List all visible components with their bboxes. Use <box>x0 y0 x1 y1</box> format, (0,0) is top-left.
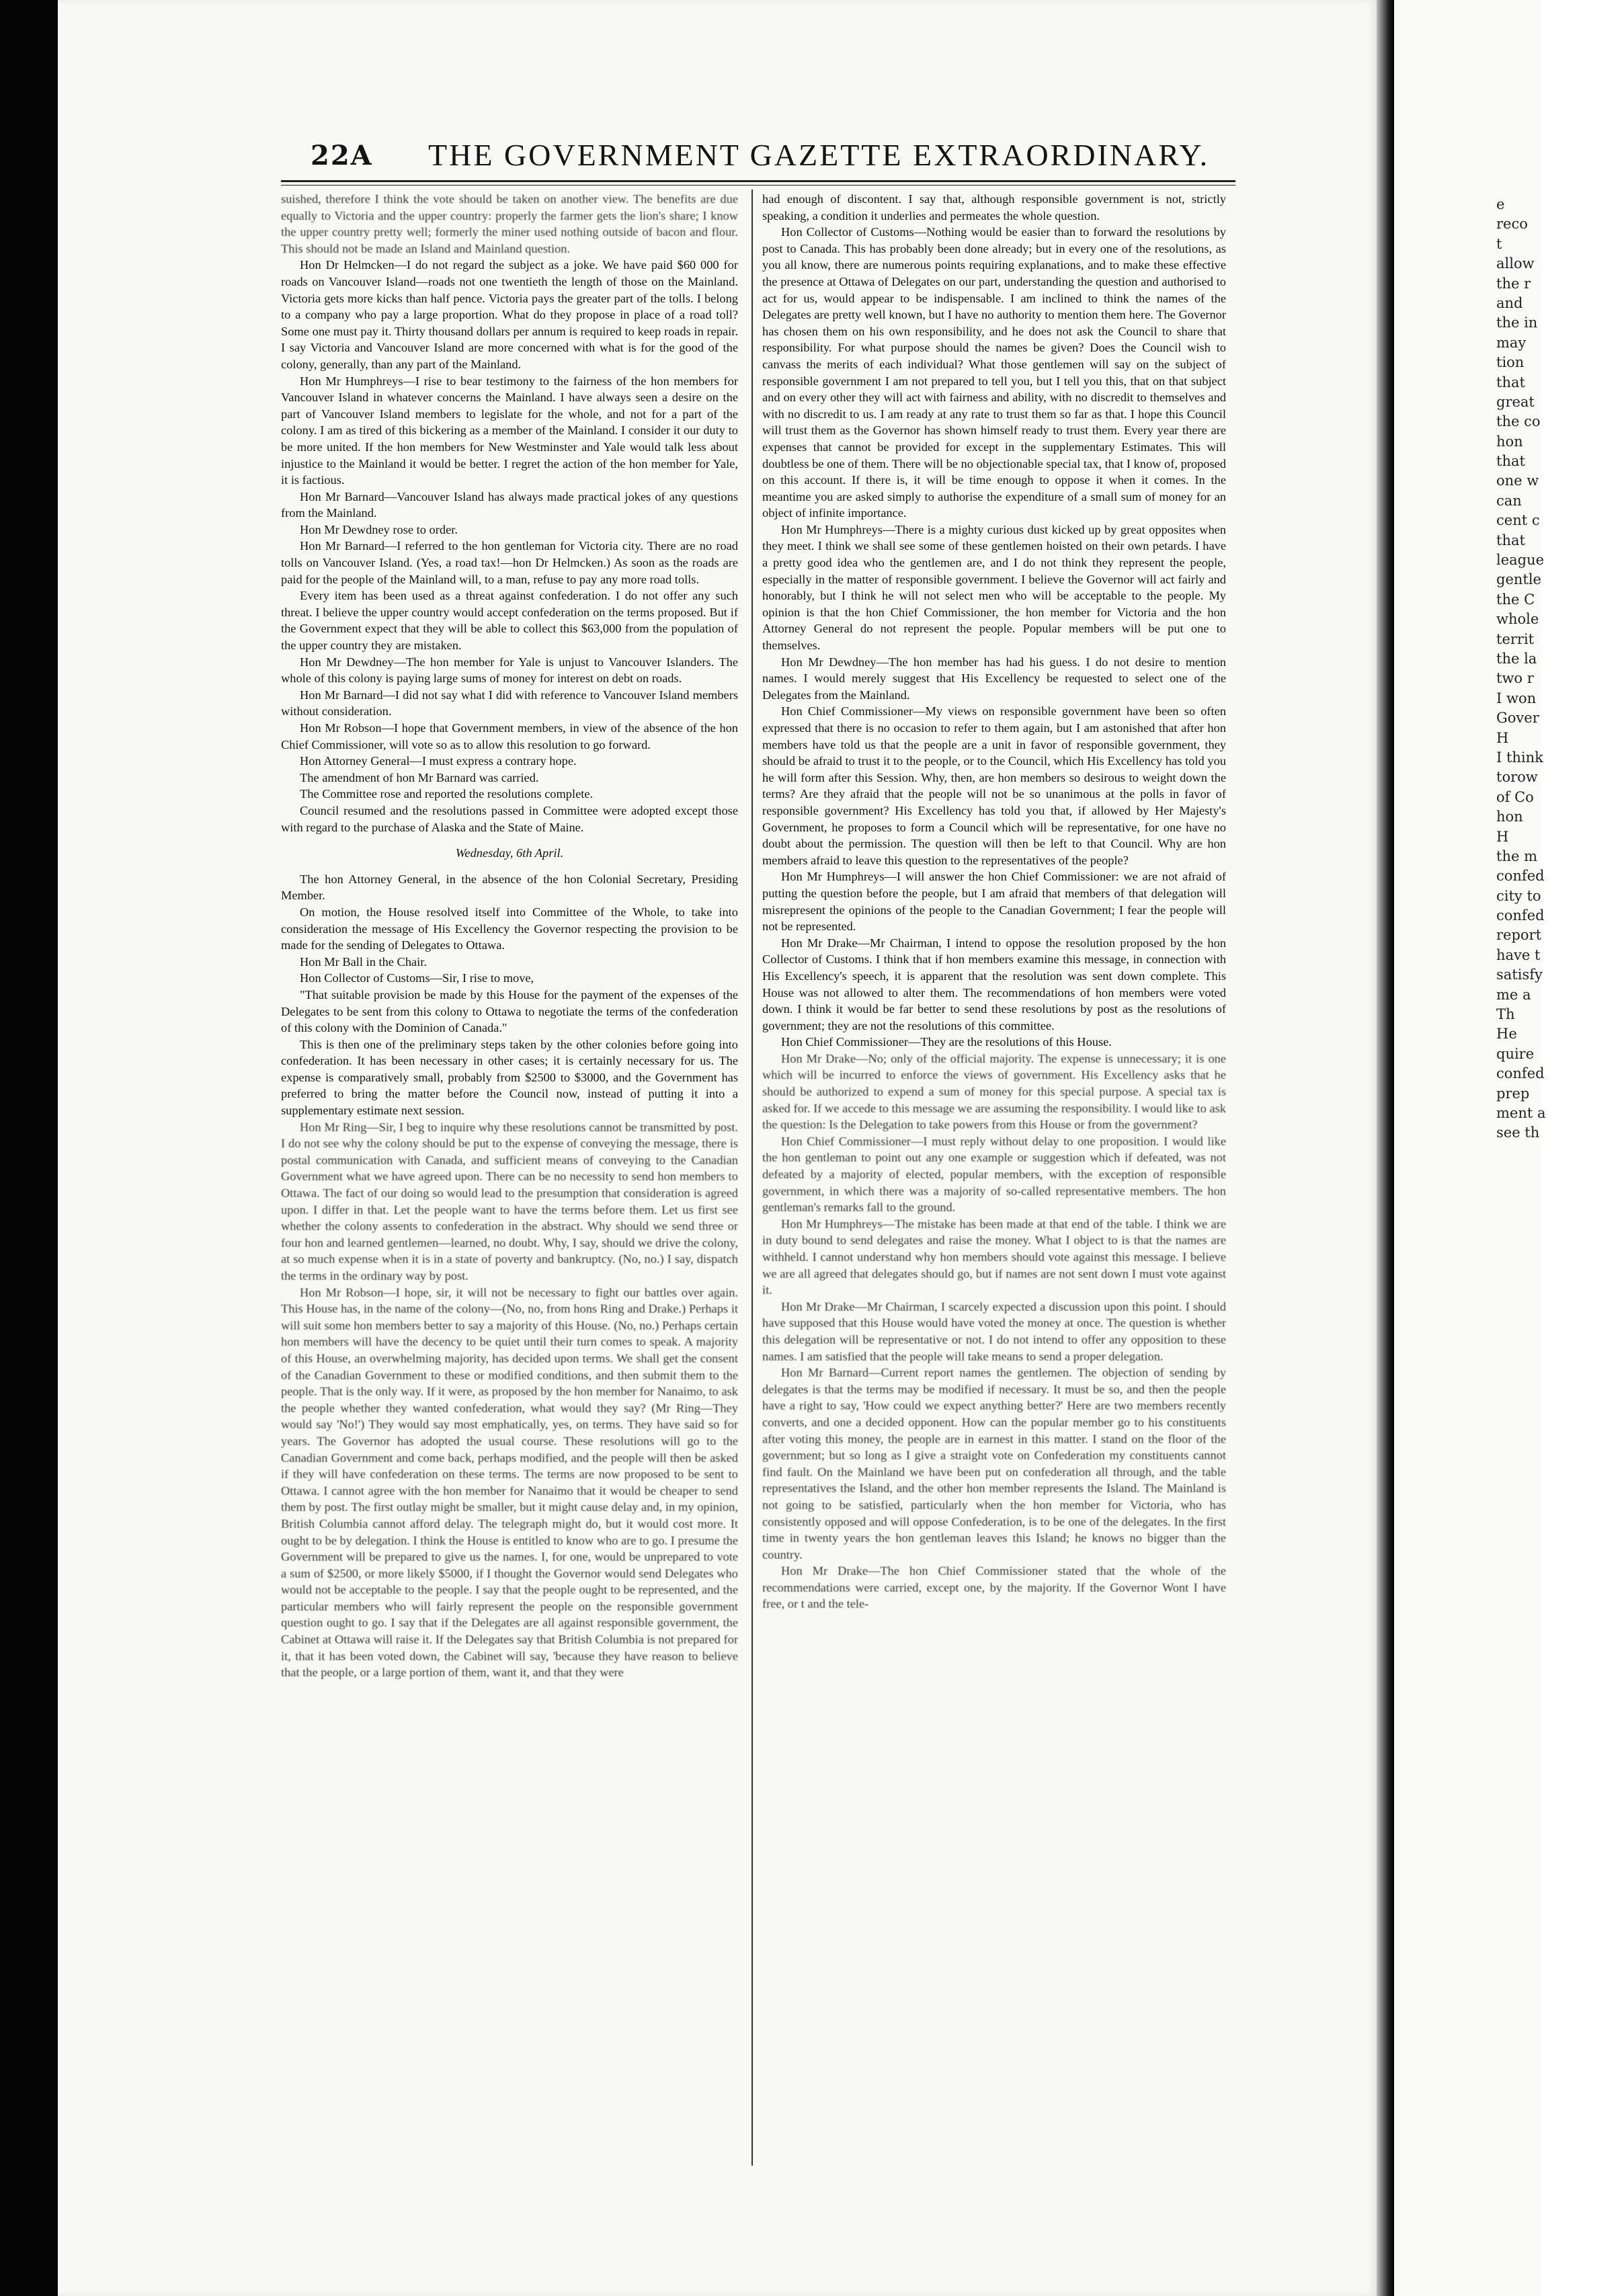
right-column <box>762 191 1226 1612</box>
facing-page-line: that <box>1496 374 1525 391</box>
paragraph: Hon Mr Dewdney—The hon member for Yale is unjust to Vancouver Islanders. The whole of this colony is paying large sums of money for interest on debt on roads. <box>281 655 738 686</box>
paragraph: Hon Mr Barnard—I referred to the hon gentleman for Victoria city. There are no road tolls on Vancouver Island. (Yes, a road tax!—hon Dr Helmcken.) As soon as the roads are paid for the people of the Mainland will, to a man, refuse to pay any more road tolls. <box>281 539 738 586</box>
paragraph: Hon Chief Commissioner—They are the resolutions of this House. <box>781 1035 1112 1049</box>
column-divider <box>752 190 753 2166</box>
facing-page-line: confed <box>1496 868 1545 885</box>
paragraph: suished, therefore I think the vote should be taken on another view. The benefits are due equally to Victoria and the upper country: properly the farmer gets the lion's share; I know the upper country pretty well; formerly the miner used nothing outside of bacon and flour. This should not be made an Island and Mainland question. <box>281 192 738 255</box>
facing-page-line: satisfy <box>1496 967 1543 983</box>
page-header <box>311 134 1210 177</box>
facing-page-line: I think <box>1496 749 1543 766</box>
paragraph: Hon Mr Humphreys—There is a mighty curious dust kicked up by great opposites when they meet. I think we shall see some of these gentlemen hoisted on their own petards. I have a pretty good idea who the gentlemen are, and I do not think they represent the people, especially in the matter of responsible government. I believe the Governor will act fairly and honorably, but I think he will not select men who will be acceptable to the people. My opinion is that the hon Chief Commissioner, the hon member for Victoria and the hon Attorney General do not represent the people. Popular members will be put one to themselves. <box>762 522 1226 653</box>
paragraph: Hon Mr Dewdney rose to order. <box>300 522 458 536</box>
facing-page-line: two r <box>1496 670 1534 687</box>
facing-page-line: cent c <box>1496 512 1540 529</box>
facing-page-line: have t <box>1496 946 1541 963</box>
paragraph: Hon Mr Drake—Mr Chairman, I scarcely expected a discussion upon this point. I should have supposed that this House would have voted the money at once. The question is whether this delegation will be representative or not. I do not intend to offer any opposition to these names. I am satisfied that the people will take means to send a proper delegation. <box>762 1299 1226 1363</box>
paragraph: On motion, the House resolved itself into Committee of the Whole, to take into consideration the message of His Excellency the Governor respecting the provision to be made for the sending of Delegates to Ottawa. <box>281 905 738 952</box>
paragraph: Hon Collector of Customs—Sir, I rise to move, <box>300 971 534 985</box>
facing-page-line: allow <box>1496 255 1535 272</box>
facing-page-line: that <box>1496 532 1525 548</box>
left-black-border <box>0 0 58 2296</box>
paragraph: Hon Mr Barnard—Vancouver Island has always made practical jokes of any questions from the Mainland. <box>281 489 738 520</box>
paragraph: Hon Dr Helmcken—I do not regard the subject as a joke. We have paid $60 000 for roads on Vancouver Island—roads not one twentieth the length of those on the Mainland. Victoria gets more kicks than half pence. Victoria pays the greater part of the tolls. I belong to a company who pay a large proportion. What do they propose in place of a road toll? Some one must pay it. Thirty thousand dollars per annum is required to keep roads in repair. I say Victoria and Vancouver Island are more concerned with what is for the good of the colony, generally, than any part of the Mainland. <box>281 258 738 371</box>
facing-page-line: me a <box>1496 986 1531 1003</box>
facing-page-line: confed <box>1496 1065 1545 1082</box>
header-rule-thin <box>281 185 1235 186</box>
facing-page-line: the C <box>1496 591 1535 608</box>
newspaper-title: THE GOVERNMENT GAZETTE EXTRAORDINARY. <box>428 138 1210 172</box>
paragraph: The amendment of hon Mr Barnard was carried. <box>300 770 539 784</box>
facing-page-line: report <box>1496 927 1542 944</box>
facing-page-line: H <box>1496 729 1509 746</box>
facing-page-line: reco <box>1496 216 1528 233</box>
facing-page-line: gentle <box>1496 571 1541 588</box>
facing-page-line: e <box>1496 196 1505 212</box>
facing-page-line: may <box>1496 334 1527 351</box>
paragraph: Hon Mr Drake—Mr Chairman, I intend to oppose the resolution proposed by the hon Collector of Customs. I think that if hon members examine this message, in connection with His Excellency's speech, it is apparent that the resolution was sent down complete. This House was not allowed to alter them. The recommendations of hon members were voted down. I think it would be far better to send these resolutions by post as the resolutions of government; they are not the resolutions of this committee. <box>762 936 1226 1032</box>
facing-page-line: the in <box>1496 315 1538 331</box>
facing-page-line: of Co <box>1496 788 1534 805</box>
facing-page-line: quire <box>1496 1045 1535 1062</box>
facing-page-line: t <box>1496 235 1502 252</box>
date-heading: Wednesday, 6th April. <box>455 846 564 860</box>
facing-page-line: H <box>1496 828 1509 845</box>
facing-page-line: confed <box>1496 907 1545 924</box>
paragraph: Hon Mr Dewdney—The hon member has had his guess. I do not desire to mention names. I would merely suggest that His Excellency be requested to select one of the Delegates from the Mainland. <box>762 655 1226 702</box>
paragraph: Hon Mr Ring—Sir, I beg to inquire why these resolutions cannot be transmitted by post. I do not see why the colony should be put to the expense of conveying the message, there is postal communication with Canada, and sufficient means of conveying to the Canadian Government what we have agreed upon. There can be no necessity to send hon members to Ottawa. The fact of our doing so would lead to the presumption that consideration is agreed upon. I differ in that. Let the people want to have the terms before them. Let us first see whether the colony assents to confederation in the abstract. Why should we send three or four hon and learned gentlemen—learned, no doubt. Why, I say, should we drive the colony, at so much expense when it is in a state of poverty and bankruptcy. (No, no.) I say, dispatch the terms in the ordinary way by post. <box>281 1120 738 1282</box>
facing-page-line: prep <box>1496 1085 1530 1102</box>
facing-page-line: that <box>1496 453 1525 470</box>
facing-page-line: see th <box>1496 1124 1540 1141</box>
paragraph: Hon Chief Commissioner—I must reply without delay to one proposition. I would like the hon gentleman to point out any one example or suggestion which if defeated, was not defeated by a majority of elected, popular members, with the exception of responsible government, in which there was a majority of so-called representative members. The hon gentleman's remarks fall to the ground. <box>762 1134 1226 1215</box>
facing-page-line: Th <box>1496 1006 1515 1023</box>
paragraph: Hon Attorney General—I must express a contrary hope. <box>300 754 577 768</box>
facing-page-line: great <box>1496 393 1535 410</box>
facing-page-line: torow <box>1496 769 1538 786</box>
paragraph: Hon Chief Commissioner—My views on responsible government have been so often expressed that there is no occasion to refer to them again, but I am astonished that after hon members have told us that the people are a unit in favor of responsible government, they should be afraid to trust it to the people, or to the Council, which His Excellency has told you he will form after this Session. Why, then, are hon members so desirous to weight down the terms? Are they afraid that the people will not be so unanimous at the polls in favor of responsible government? His Excellency has told you that, if allowed by Her Majesty's Government, he proposes to form a Council which will be representative, for one have no doubt about the permission. The question will then be left to that Council. Why are hon members afraid to leave this question to the representatives of the people? <box>762 704 1226 867</box>
facing-page-text <box>1496 195 1624 1143</box>
facing-page-line: He <box>1496 1026 1517 1042</box>
facing-page-line: one w <box>1496 473 1539 489</box>
paragraph: Hon Mr Drake—The hon Chief Commissioner stated that the whole of the recommendations were carried, except one, by the majority. If the Governor Wont I have free, or t and the tele- <box>762 1564 1226 1611</box>
paragraph: Hon Mr Robson—I hope, sir, it will not be necessary to fight our battles over again. This House has, in the name of the colony—(No, no, from hons Ring and Drake.) Perhaps it will suit some hon members better to say a majority of this House. (No, no.) Perhaps certain hon members will have the decency to be quiet until their turn comes to speak. A majority of this House, an overwhelming majority, has decided upon terms. We shall get the consent of the Canadian Government to these or modified conditions, and then submit them to the people. That is the only way. If it were, as proposed by the hon member for Nanaimo, to ask the people whether they wanted confederation, what would they say? (Mr Ring—They would say 'No!') They would say most emphatically, yes, on terms. They have said so for years. The Governor has adopted the usual course. These resolutions will go to the Canadian Government and come back, perhaps modified, and the people will then be asked if they will have confederation on these terms. The terms are now proposed to be sent to Ottawa. I cannot agree with the hon member for Nanaimo that it would be cheaper to send them by post. The first outlay might be smaller, but it might cause delay and, in my opinion, British Columbia cannot afford delay. The telegraph might do, but it would cost more. It ought to be by delegation. I think the House is entitled to know who are to go. I presume the Government will be prepared to give us the names. I, for one, would be unprepared to vote a sum of $2500, or more likely $5000, if I thought the Governor would send Delegates who would not be acceptable to the people. I say that the people ought to be represented, and the particular members who will fairly represent the people on the responsible government question ought to go. I say that if the Delegates are all against responsible government, the Cabinet at Ottawa will raise it. If the Delegates say that British Columbia is not prepared for it, that it has been voted down, the Cabinet will say, 'because they have reason to believe that the people, or a large portion of them, want it, and that they were <box>281 1285 738 1680</box>
facing-page-line: tion <box>1496 354 1525 371</box>
facing-page-line: the la <box>1496 650 1537 667</box>
paragraph: Hon Mr Drake—No; only of the official majority. The expense is unnecessary; it is one which will be incurred to enforce the views of government. His Excellency asks that he should be authorized to expend a sum of money for this special purpose. A special tax is asked for. If we accede to this message we are assuming the responsibility. I would like to ask the question: Is the Delegation to take powers from this House or from the government? <box>762 1051 1226 1132</box>
facing-page-line: hon <box>1496 809 1523 825</box>
facing-page-line: I won <box>1496 690 1537 706</box>
paragraph: had enough of discontent. I say that, although responsible government is not, strictly speaking, a condition it underlies and permeates the whole question. <box>762 192 1226 222</box>
paragraph: "That suitable provision be made by this House for the payment of the expenses of the Delegates to be sent from this colony to Ottawa to negotiate the terms of the confederation of this colony with the Dominion of Canada." <box>281 987 738 1035</box>
facing-page-line: the co <box>1496 413 1541 430</box>
paragraph: The hon Attorney General, in the absence of the hon Colonial Secretary, Presiding Member. <box>281 872 738 903</box>
left-column <box>281 191 738 1681</box>
facing-page-line: the m <box>1496 848 1537 864</box>
facing-page <box>1394 0 1546 2296</box>
paragraph: The Committee rose and reported the resolutions complete. <box>300 787 594 801</box>
paragraph: Hon Mr Humphreys—I will answer the hon Chief Commissioner: we are not afraid of putting the question before the people, but I am afraid that members of that delegation will misrepresent the opinions of the people to the Canadian Government; I fear the people will not be represented. <box>762 870 1226 934</box>
book-gutter <box>1377 0 1394 2296</box>
paragraph: This is then one of the preliminary steps taken by the other colonies before going into confederation. It has been necessary in other cases; it is certainly necessary for us. The expense is comparatively small, probably from $2500 to $3000, and the Government has preferred to bring the matter before the Council now, instead of putting it into a supplementary estimate next session. <box>281 1037 738 1118</box>
facing-page-line: the r <box>1496 275 1531 292</box>
paragraph: Hon Mr Ball in the Chair. <box>300 954 427 969</box>
paragraph: Hon Mr Humphreys—The mistake has been made at that end of the table. I think we are in duty bound to send delegates and raise the money. What I object to is that the names are withheld. I cannot understand why hon members should vote against this message. I believe we are all agreed that delegates should go, but if names are not sent down I must vote against it. <box>762 1217 1226 1297</box>
paragraph: Every item has been used as a threat against confederation. I do not offer any such threat. I believe the upper country would accept confederation on the terms proposed. But if the Government expect that they will be able to collect this $63,000 from the population of the upper country they are mistaken. <box>281 589 738 653</box>
paragraph: Council resumed and the resolutions passed in Committee were adopted except those with regard to the purchase of Alaska and the State of Maine. <box>281 803 738 834</box>
facing-page-line: ment a <box>1496 1104 1546 1121</box>
paragraph: Hon Mr Robson—I hope that Government members, in view of the absence of the hon Chief Commissioner, will vote so as to allow this resolution to go forward. <box>281 721 738 751</box>
paragraph: Hon Mr Barnard—I did not say what I did with reference to Vancouver Island members without consideration. <box>281 688 738 719</box>
paragraph: Hon Collector of Customs—Nothing would be easier than to forward the resolutions by post to Canada. This has probably been done already; but in every one of the resolutions, as you all know, there are numerous points requiring explanations, and to make these effective the presence at Ottawa of Delegates on our part, understanding the question and authorised to act for us, would appear to be indispensable. I am inclined to think the names of the Delegates are pretty well known, but I have no authority to mention them here. The Governor has chosen them on his own responsibility, and he does not ask the Council to share that responsibility. For what purpose should the names be given? Does the Council wish to canvass the merits of each individual? What those gentlemen will say on the subject of responsible government I am not prepared to tell you, but I tell you this, that on that subject and on every other they will act with fairness and ability, with no discredit to themselves and with no discredit to us. I am ready at any rate to trust them so far as that. I hope this Council will trust them as the Governor has shown himself ready to trust them. Every year there are expenses that cannot be provided for except in the supplementary Estimates. This will doubtless be one of them. There will be no objectionable special tax, that I know of, proposed on this account. If there is, it will be time enough to oppose it when it comes. In the meantime you are asked simply to authorise the expenditure of a small sum of money for an object of infinite importance. <box>762 225 1226 520</box>
header-rule <box>281 180 1235 182</box>
facing-page-line: hon <box>1496 433 1523 450</box>
facing-page-line: territ <box>1496 630 1535 647</box>
paragraph: Hon Mr Barnard—Current report names the gentlemen. The objection of sending by delegates is that the terms may be modified if necessary. It must be so, and then the people have a right to say, 'How could we expect anything better?' Here are two members recently converts, and one a decided opponent. How can the popular member go to his constituents after voting this money, the people are in earnest in this matter. I stand on the floor of the government; but so long as I give a straight vote on Confederation my constituents cannot find fault. On the Mainland we have been put on confederation all through, and the table representatives the Island, and the other hon member represents the Island. The Mainland is not going to be satisfied, particularly when the hon member for Victoria, who has consistently opposed and will oppose Confederation, is to be one of the delegates. In the first time in twenty years the hon gentleman leaves this Island; he knows no bigger than the country. <box>762 1366 1226 1561</box>
facing-page-line: Gover <box>1496 710 1539 727</box>
paragraph: Hon Mr Humphreys—I rise to bear testimony to the fairness of the hon members for Vancouver Island in whatever concerns the Mainland. I have always seen a desire on the part of Vancouver Island members to legislate for the whole, and not for a part of the colony. I am as tired of this bickering as a member of the Mainland. I consider it our duty to be more united. If the hon members for New Westminster and Yale would talk less about injustice to the Mainland it would be better. I regret the action of the hon member for Yale, it is factious. <box>281 374 738 487</box>
facing-page-line: whole <box>1496 611 1539 628</box>
facing-page-line: city to <box>1496 887 1541 904</box>
facing-page-line: and <box>1496 294 1523 311</box>
facing-page-line: can <box>1496 492 1522 509</box>
page-number: 22A <box>311 140 373 171</box>
facing-page-line: league <box>1496 552 1545 569</box>
